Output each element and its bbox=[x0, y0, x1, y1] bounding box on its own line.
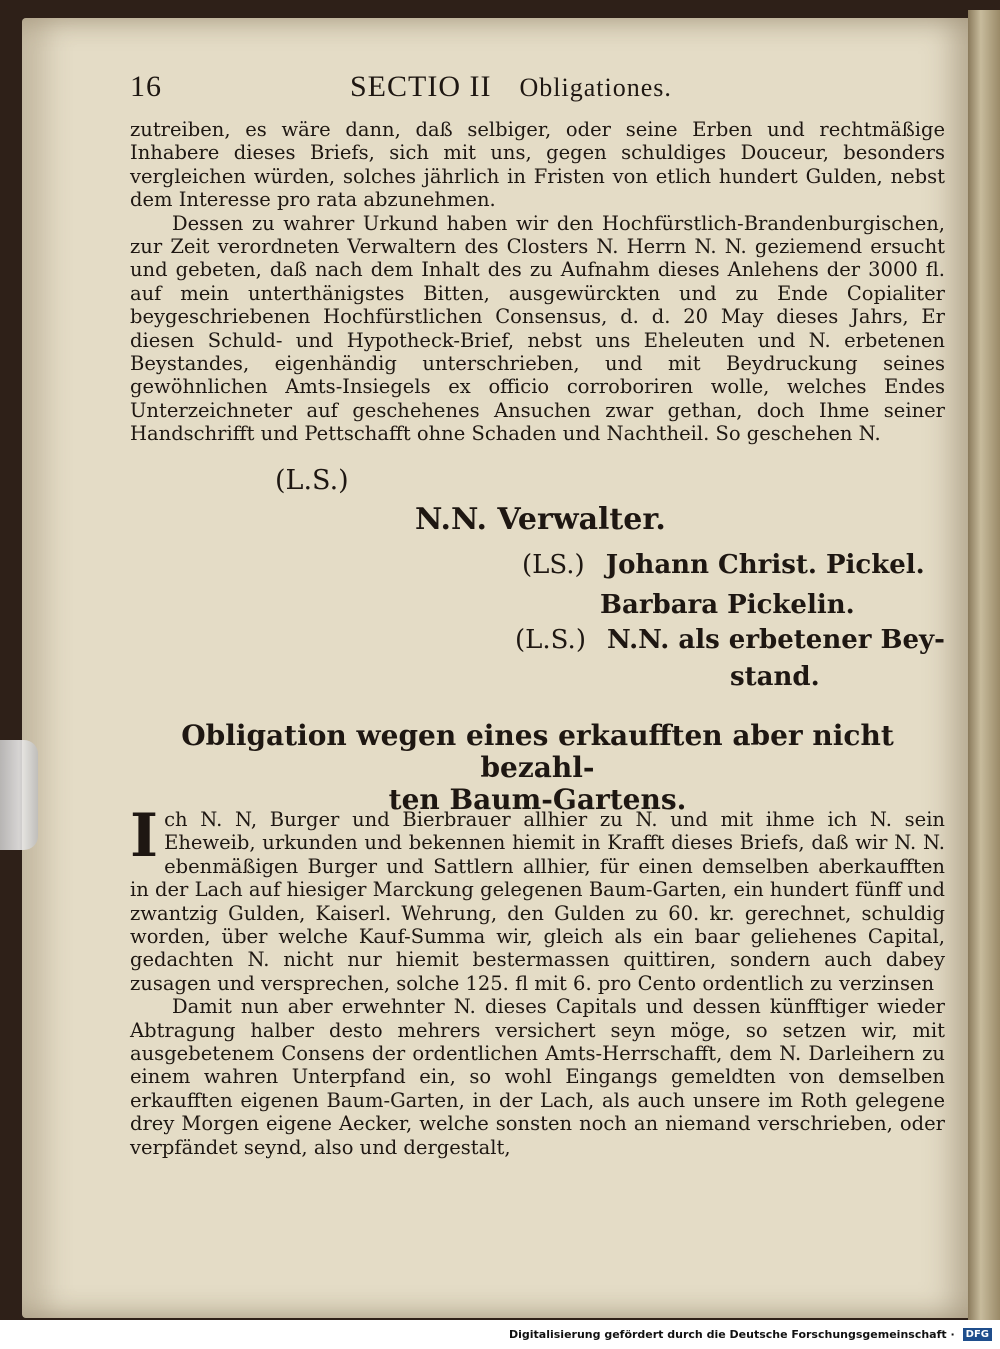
funding-note: Digitalisierung gefördert durch die Deutsche Forschungsgemeinschaft · bbox=[508, 1328, 955, 1341]
paragraph-4: Damit nun aber erwehnter N. dieses Capitals und dessen künfftiger wieder Abtragung halber desto mehrers versichert seyn möge, so setzen wir, mit ausgebetenem Consens der ordentlichen Amts-Herrschafft, dem N. Darleihern zu einem wahren Unterpfand ein, so wohl Eingangs gemeldten von demselben erkaufften eigenen Baum-Garten, in der Lach, als auch unsere im Roth gelegene drey Morgen eigene Aecker, welche sonsten noch an niemand verschrieben, oder verpfändet seynd, also und dergestalt, bbox=[130, 995, 945, 1159]
signature-name-1: Johann Christ. Pickel. bbox=[605, 550, 925, 580]
section-label: SECTIO II bbox=[350, 70, 492, 103]
page-number: 16 bbox=[130, 70, 162, 103]
seal-mark-2: (LS.) bbox=[522, 550, 585, 580]
signature-line-pickel bbox=[522, 550, 925, 580]
paragraph-2: Dessen zu wahrer Urkund haben wir den Hochfürstlich-Brandenburgischen, zur Zeit verordneten Verwaltern des Closters N. Herrn N. N. geziemend ersucht und gebeten, daß nach dem Inhalt des zu Aufnahm dieses Anlehens der 3000 fl. auf mein unterthänigstes Bitten, ausgewürckten und zu Ende Copialiter beygeschriebenen Hochfürstlichen Consensus, d. d. 20 May dieses Jahrs, Er diesen Schuld- und Hypotheck-Brief, nebst uns Eheleuten und N. erbetenen Beystandes, eigenhändig unterschrieben, und mit Beydruckung seines gewöhnlichen Amts-Insiegels ex officio corroboriren wolle, welches Endes Unterzeichneter auf geschehenes Ansuchen zwar gethan, doch Ihme seiner Handschrifft und Pettschafft ohne Schaden und Nachtheil. So geschehen N. bbox=[130, 211, 945, 446]
section-title: Obligationes. bbox=[519, 73, 672, 102]
dfg-logo: DFG bbox=[963, 1328, 992, 1341]
heading-line-1: Obligation wegen eines erkaufften aber nicht bezahl- bbox=[181, 719, 894, 784]
obligation-body bbox=[130, 801, 945, 1159]
page-clip bbox=[0, 740, 38, 850]
drop-capital: I bbox=[130, 801, 159, 871]
paragraph-3-text: ch N. N, Burger und Bierbrauer allhier zu N. und mit ihme ich N. sein Eheweib, urkunden und bekennen hiemit in Krafft dieses Briefs, daß wir N. N. ebenmäßigen Burger und Sattlern allhier, für einen demselben aberkaufften in der Lach auf hiesiger Marckung gelegenen Baum-Garten, ein hundert fünff und zwantzig Gulden, Kaiserl. Wehrung, den Gulden zu 60. kr. gerechnet, schuldig worden, über welche Kauf-Summa wir, gleich als ein baar geliehenes Capital, gedachten N. nicht nur hiemit bestermassen quittiren, sondern auch dabey zusagen und versprechen, solche 125. fl mit 6. pro Cento ordentlich zu verzinsen bbox=[130, 808, 945, 995]
paragraph-1: zutreiben, es wäre dann, daß selbiger, oder seine Erben und rechtmäßige Inhabere dieses Briefs, sich mit uns, gegen schuldiges Douceur, besonders vergleichen würden, solches jährlich in Fristen von etlich hundert Gulden, nebst dem Interesse pro rata abzunehmen. bbox=[130, 118, 945, 212]
running-header bbox=[130, 70, 945, 118]
seal-mark-3: (L.S.) bbox=[515, 625, 586, 655]
signature-verwalter: N.N. Verwalter. bbox=[415, 502, 666, 537]
paragraph-3 bbox=[130, 801, 945, 995]
witness-text-continued: stand. bbox=[730, 662, 820, 692]
seal-mark-1: (L.S.) bbox=[275, 465, 349, 496]
signature-name-2: Barbara Pickelin. bbox=[600, 590, 855, 620]
witness-text: N.N. als erbetener Bey- bbox=[607, 625, 945, 655]
page-content bbox=[130, 70, 945, 1159]
heading-line-2: ten Baum-Gartens. bbox=[388, 783, 687, 816]
facing-page-edge bbox=[968, 10, 1000, 1320]
signature-line-witness bbox=[515, 625, 945, 655]
section-heading bbox=[130, 720, 945, 816]
footer-bar bbox=[0, 1320, 1000, 1349]
